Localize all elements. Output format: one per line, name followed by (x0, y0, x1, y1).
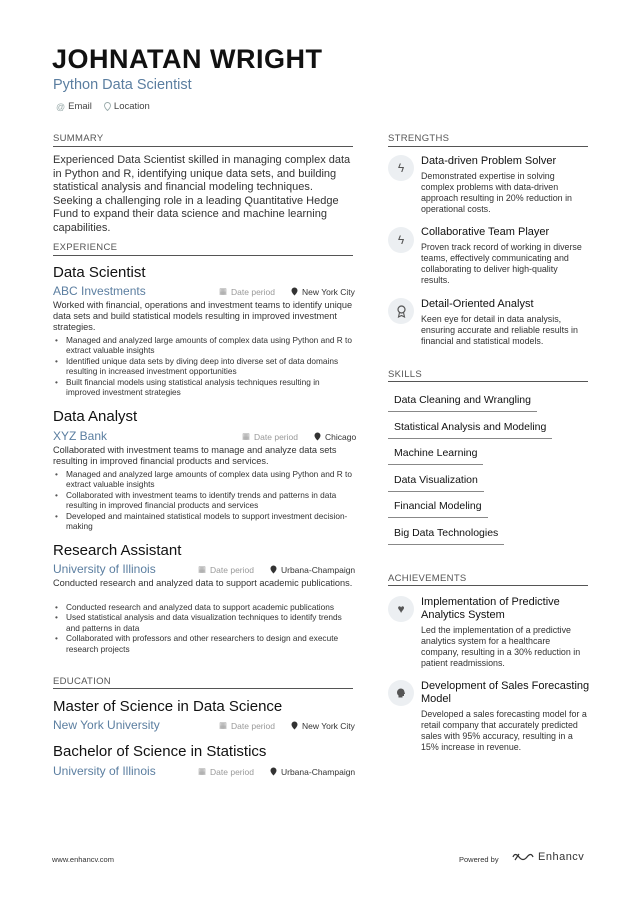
location-pin-icon (270, 565, 277, 574)
location-pin-icon (291, 287, 298, 296)
lightning-icon: ϟ (388, 155, 414, 181)
list-item: • Collaborated with professors and other researchers to design and execute research projects (53, 633, 353, 654)
skill-tag: Financial Modeling (388, 500, 488, 518)
heart-icon: ♥ (388, 596, 414, 622)
achievement-description: Developed a sales forecasting model for a retail company that accurately predicted sales with 95% accuracy, resulting in a 15% increase in revenue. (421, 709, 587, 752)
summary-divider (53, 146, 353, 147)
job-bullets (53, 469, 353, 531)
location-pin-icon (104, 102, 111, 111)
list-item: • Conducted research and analyzed data to support academic publications (53, 602, 353, 612)
powered-by-label: Powered by (459, 855, 499, 864)
brand-logo[interactable] (512, 851, 584, 863)
strengths-heading: STRENGTHS (388, 133, 450, 144)
skills-heading: SKILLS (388, 369, 423, 380)
strengths-divider (388, 146, 588, 147)
job-description: Collaborated with investment teams to manage and analyze data sets resulting in improved financial products and services. (53, 445, 337, 466)
strength-description: Keen eye for detail in data analysis, ensuring accurate and reliable results in financial and statistical models. (421, 314, 578, 346)
strength-title: Detail-Oriented Analyst (421, 298, 534, 310)
list-item: • Managed and analyzed large amounts of complex data using Python and R to extract valuable insights (53, 335, 353, 356)
strength-description: Proven track record of working in diverse teams, effectively communicating and collaborating to deliver high-quality results. (421, 242, 582, 285)
job-company: ABC Investments (53, 284, 146, 298)
job-meta (242, 431, 356, 442)
education-date: Date period (231, 720, 275, 731)
job-description: Worked with financial, operations and investment teams to identify unique data sets and build statistical models resulting in improved investment strategies. (53, 300, 353, 332)
candidate-title: Python Data Scientist (53, 77, 192, 93)
calendar-icon: ▦ (198, 766, 207, 776)
skills-divider (388, 381, 588, 382)
degree-title: Bachelor of Science in Statistics (53, 743, 267, 760)
education-location: Urbana-Champaign (280, 766, 356, 777)
education-date: Date period (210, 766, 254, 777)
job-date: Date period (254, 431, 298, 442)
location-pin-icon (291, 721, 298, 730)
brand-name: Enhancv (538, 851, 585, 863)
education-meta (198, 766, 355, 777)
job-location: Chicago (324, 431, 357, 442)
school-name: University of Illinois (53, 764, 156, 778)
email-item[interactable] (56, 101, 92, 112)
skill-tag: Big Data Technologies (388, 527, 504, 545)
email-label: Email (68, 101, 92, 112)
job-date: Date period (210, 564, 254, 575)
candidate-name: JOHNATAN WRIGHT (52, 44, 323, 74)
location-pin-icon (314, 432, 321, 441)
summary-heading: SUMMARY (53, 133, 104, 144)
job-meta (219, 286, 355, 297)
education-divider (53, 688, 353, 689)
skill-tag: Data Visualization (388, 474, 484, 492)
calendar-icon: ▦ (219, 286, 228, 296)
contact-row (56, 101, 150, 112)
footer-website[interactable]: www.enhancv.com (52, 855, 114, 864)
skill-tag: Machine Learning (388, 447, 483, 465)
job-title: Data Analyst (53, 408, 138, 425)
experience-divider (53, 255, 353, 256)
degree-title: Master of Science in Data Science (53, 698, 283, 715)
job-date: Date period (231, 286, 275, 297)
job-location: New York City (301, 286, 355, 297)
skill-tag: Data Cleaning and Wrangling (388, 394, 537, 412)
lightning-icon: ϟ (388, 227, 414, 253)
job-title: Data Scientist (53, 264, 146, 281)
list-item: • Used statistical analysis and data visualization techniques to identify trends and patterns in data (53, 612, 353, 633)
list-item: • Collaborated with investment teams to identify trends and patterns in data resulting in improved financial products and services (53, 490, 353, 511)
calendar-icon: ▦ (242, 431, 251, 441)
calendar-icon: ▦ (219, 720, 228, 730)
list-item: • Developed and maintained statistical models to support investment decision-making (53, 511, 353, 532)
school-name: New York University (53, 718, 160, 732)
achievement-title: Implementation of Predictive Analytics System (421, 596, 560, 621)
job-bullets (53, 335, 353, 397)
skill-tag: Statistical Analysis and Modeling (388, 421, 552, 439)
enhancv-logo-icon (512, 851, 534, 863)
job-meta (198, 564, 355, 575)
strength-title: Collaborative Team Player (421, 226, 550, 238)
education-location: New York City (301, 720, 355, 731)
brain-icon (388, 680, 414, 706)
education-meta (219, 720, 355, 731)
calendar-icon: ▦ (198, 564, 207, 574)
list-item: • Identified unique data sets by diving deep into diverse set of data domains resulting in increased investment opportunities (53, 356, 353, 377)
strength-description: Demonstrated expertise in solving complex problems with data-driven approach resulting in 20% reduction in operational costs. (421, 171, 572, 214)
job-title: Research Assistant (53, 542, 182, 559)
strength-title: Data-driven Problem Solver (421, 155, 557, 167)
list-item: • Built financial models using statistical analysis techniques resulting in improved investment strategies (53, 377, 353, 398)
achievement-description: Led the implementation of a predictive analytics system for a healthcare company, resulting in a 30% reduction in patient readmissions. (421, 625, 581, 668)
job-bullets (53, 602, 353, 654)
achievements-heading: ACHIEVEMENTS (388, 573, 467, 584)
job-location: Urbana-Champaign (280, 564, 356, 575)
location-pin-icon (270, 767, 277, 776)
at-icon: @ (56, 101, 66, 112)
summary-text: Experienced Data Scientist skilled in managing complex data in Python and R, identifying unique data sets, and building statistical analysis and financial modeling techniques. Seeking a challenging role in a leading Quantitative Hedge Fund to expand their data science and machine learning capabilities. (53, 154, 351, 234)
job-description: Conducted research and analyzed data to support academic publications. (53, 578, 353, 588)
list-item: • Managed and analyzed large amounts of complex data using Python and R to extract valuable insights (53, 469, 353, 490)
job-company: XYZ Bank (53, 429, 108, 443)
achievement-title: Development of Sales Forecasting Model (421, 680, 590, 705)
location-item (104, 101, 150, 112)
location-label: Location (113, 101, 150, 112)
achievements-divider (388, 585, 588, 586)
award-icon (388, 298, 414, 324)
education-heading: EDUCATION (53, 676, 111, 687)
experience-heading: EXPERIENCE (53, 242, 118, 253)
job-company: University of Illinois (53, 562, 156, 576)
